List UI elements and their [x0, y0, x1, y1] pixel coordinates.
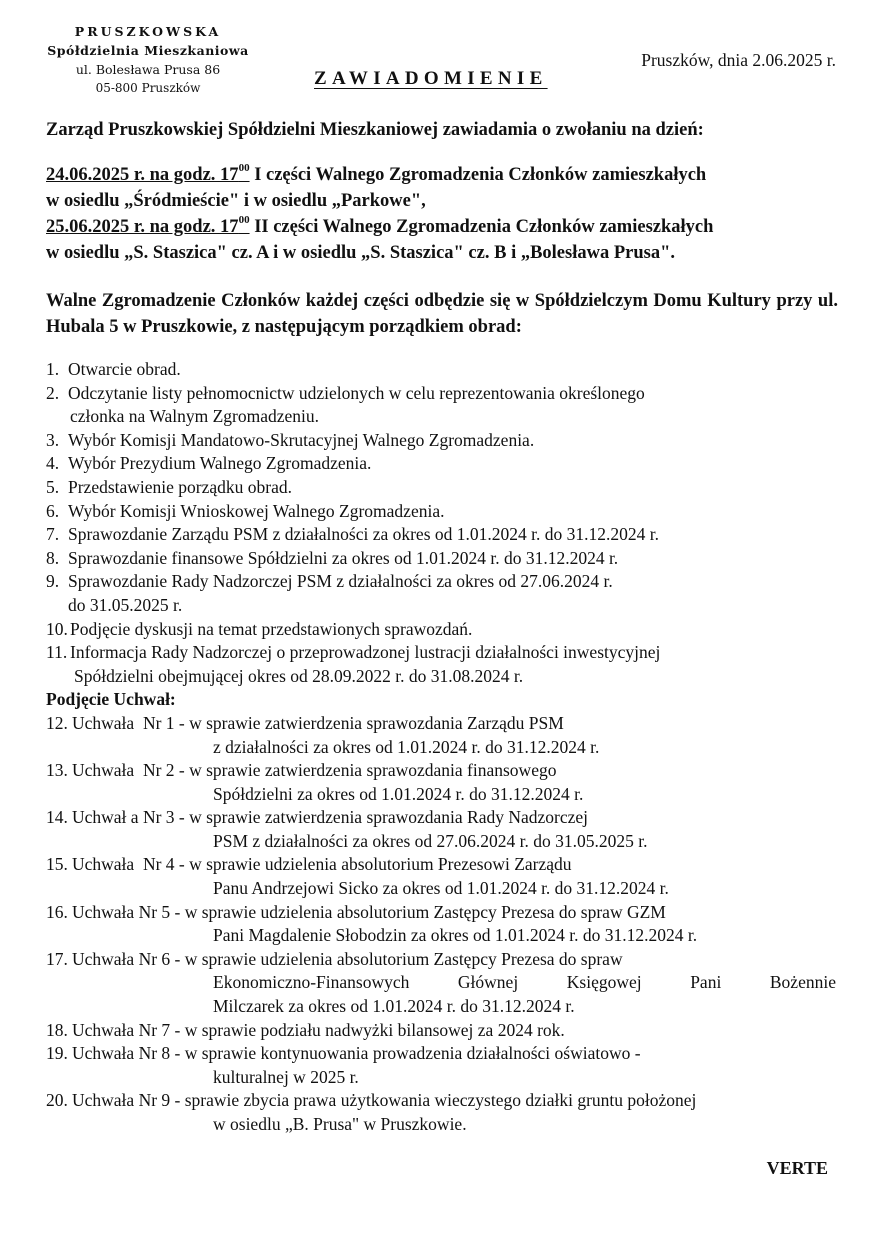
venue-paragraph: Walne Zgromadzenie Członków każdej części odbędzie się w Spółdzielczym Domu Kultury przy ul. Hubala 5 w Pruszkowie, z następującym porządkiem obrad: — [46, 291, 838, 337]
resolution-number: 15. — [46, 854, 68, 875]
resolution-text: w sprawie zatwierdzenia sprawozdania finansowego — [189, 760, 557, 781]
resolution-label: Uchwała Nr 9 - — [72, 1090, 185, 1111]
resolution-justified-line — [46, 971, 836, 995]
resolution-number: 17. — [46, 948, 68, 969]
resolution-first-line — [46, 712, 846, 736]
resolution-first-line — [46, 1019, 846, 1043]
agenda-item-text: Wybór Komisji Wnioskowej Walnego Zgromadzenia. — [68, 500, 445, 521]
resolution-first-line — [46, 806, 846, 830]
meeting-1-line-2: w osiedlu „Śródmieście" i w osiedlu „Parkowe", — [46, 191, 426, 211]
resolutions-heading: Podjęcie Uchwał: — [46, 689, 176, 710]
stamp-line-3: ul. Bolesława Prusa 86 — [75, 62, 221, 77]
resolution-word: Pani — [690, 972, 722, 993]
agenda-item-number: 5. — [46, 476, 60, 497]
resolution-number: 19. — [46, 1043, 68, 1064]
agenda-item-number: 9. — [46, 571, 60, 592]
agenda-item-text: Odczytanie listy pełnomocnictw udzielonych w celu reprezentowania określonego — [68, 382, 645, 403]
resolution-word: Ekonomiczno-Finansowych — [213, 972, 410, 993]
agenda-item-continuation: Spółdzielni obejmującej okres od 28.09.2022 r. do 31.08.2024 r. — [74, 665, 524, 686]
resolution-number: 20. — [46, 1090, 68, 1111]
resolution-continuation: Spółdzielni za okres od 1.01.2024 r. do 31.12.2024 r. — [213, 783, 584, 804]
resolution-word: Bożennie — [769, 972, 836, 993]
meeting-2-date: 25.06.2025 r. na godz. $17^{00}$ — [46, 213, 250, 237]
agenda-item — [46, 618, 846, 642]
resolution-number: 18. — [46, 1019, 68, 1040]
agenda-item-number: 7. — [46, 524, 60, 545]
resolution-text: w sprawie kontynuowania prowadzenia działalności oświatowo - — [184, 1043, 641, 1064]
resolution-text: w sprawie udzielenia absolutorium Zastępcy Prezesa do spraw — [184, 948, 623, 969]
resolution-label: Uchwała Nr 8 - — [72, 1043, 185, 1064]
resolution-text: w sprawie zatwierdzenia sprawozdania Rady Nadzorczej — [189, 807, 589, 828]
meeting-1-line-1: 24.06.2025 r. na godz. $17^{00}$ I części Walnego Zgromadzenia Członków zamieszkałych — [46, 161, 707, 185]
agenda-item — [46, 382, 846, 406]
resolution-number: 12. — [46, 712, 68, 733]
agenda-item-text: Przedstawienie porządku obrad. — [68, 476, 293, 497]
agenda-item-number: 10. — [46, 618, 68, 639]
agenda-item — [46, 358, 846, 382]
resolution-word: Księgowej — [566, 972, 642, 993]
agenda-item-continuation: do 31.05.2025 r. — [68, 594, 183, 615]
cooperative-stamp — [30, 22, 266, 98]
resolution-first-line — [46, 901, 846, 925]
meeting-schedule — [46, 162, 836, 266]
resolution-label: Uchwała Nr 4 - — [72, 854, 190, 875]
intro-paragraph: Zarząd Pruszkowskiej Spółdzielni Mieszkaniowej zawiadamia o zwołaniu na dzień: — [46, 120, 704, 140]
resolution-text: w sprawie udzielenia absolutorium Prezesowi Zarządu — [189, 854, 572, 875]
agenda-item — [46, 452, 846, 476]
agenda-item — [46, 476, 846, 500]
agenda-item — [46, 641, 846, 665]
agenda-item-continuation: członka na Walnym Zgromadzeniu. — [70, 406, 320, 427]
resolution-label: Uchwała Nr 1 - — [72, 712, 190, 733]
stamp-line-4: 05-800 Pruszków — [95, 81, 201, 95]
resolution-continuation: kulturalnej w 2025 r. — [213, 1066, 359, 1087]
resolution-text: w sprawie podziału nadwyżki bilansowej za 2024 rok. — [184, 1019, 565, 1040]
agenda-item-text: Sprawozdanie Rady Nadzorczej PSM z działalności za okres od 27.06.2024 r. — [68, 571, 613, 592]
agenda-item — [46, 570, 846, 594]
resolution-number: 14. — [46, 807, 68, 828]
resolution-text: w sprawie udzielenia absolutorium Zastępcy Prezesa do spraw GZM — [184, 901, 666, 922]
resolution-number: 13. — [46, 760, 68, 781]
agenda-item-text: Podjęcie dyskusji na temat przedstawionych sprawozdań. — [70, 618, 473, 639]
resolution-label: Uchwała Nr 2 - — [72, 760, 190, 781]
resolution-item — [46, 759, 846, 806]
agenda-item-text: Informacja Rady Nadzorczej o przeprowadzonej lustracji działalności inwestycyjnej — [70, 642, 661, 663]
meeting-1-date: 24.06.2025 r. na godz. $17^{00}$ — [46, 161, 250, 185]
stamp-line-2: Spółdzielnia Mieszkaniowa — [47, 43, 249, 58]
resolution-label: Uchwała Nr 7 - — [72, 1019, 185, 1040]
resolution-word: Głównej — [457, 972, 519, 993]
resolution-item — [46, 1019, 846, 1043]
resolution-first-line — [46, 1089, 846, 1113]
resolution-first-line — [46, 759, 846, 783]
agenda-item-number: 3. — [46, 429, 60, 450]
resolution-continuation: Milczarek za okres od 1.01.2024 r. do 31.12.2024 r. — [213, 996, 575, 1017]
resolution-continuation: z działalności za okres od 1.01.2024 r. do 31.12.2024 r. — [213, 736, 600, 757]
resolution-continuation: w osiedlu „B. Prusa" w Pruszkowie. — [213, 1114, 467, 1134]
document-date: Pruszków, dnia 2.06.2025 r. — [641, 50, 836, 70]
agenda-list — [46, 358, 846, 1137]
resolution-label: Uchwał a Nr 3 - — [72, 807, 190, 828]
agenda-item-number: 11. — [46, 642, 68, 663]
resolution-number: 16. — [46, 901, 68, 922]
agenda-item — [46, 500, 846, 524]
resolution-continuation: Pani Magdalenie Słobodzin za okres od 1.01.2024 r. do 31.12.2024 r. — [213, 925, 698, 946]
resolution-first-line — [46, 853, 846, 877]
meeting-2-line-1: 25.06.2025 r. na godz. $17^{00}$ II części Walnego Zgromadzenia Członków zamieszkałych — [46, 213, 714, 237]
resolution-label: Uchwała Nr 5 - — [72, 901, 185, 922]
resolution-text: sprawie zbycia prawa użytkowania wieczystego działki gruntu położonej — [184, 1090, 697, 1111]
agenda-item — [46, 547, 846, 571]
agenda-item-number: 1. — [46, 359, 60, 379]
resolution-first-line — [46, 1042, 846, 1066]
resolution-item — [46, 901, 846, 948]
agenda-item-text: Sprawozdanie finansowe Spółdzielni za okres od 1.01.2024 r. do 31.12.2024 r. — [68, 547, 619, 568]
verte-label: VERTE — [766, 1158, 828, 1178]
resolution-first-line — [46, 948, 846, 972]
agenda-item — [46, 523, 846, 547]
stamp-line-1: PRUSZKOWSKA — [74, 24, 222, 39]
resolution-item — [46, 853, 846, 900]
agenda-item-text: Wybór Prezydium Walnego Zgromadzenia. — [68, 453, 372, 474]
document-title: ZAWIADOMIENIE — [314, 68, 548, 89]
agenda-item-number: 6. — [46, 500, 60, 521]
agenda-item-number: 2. — [46, 382, 60, 403]
agenda-item-text: Sprawozdanie Zarządu PSM z działalności za okres od 1.01.2024 r. do 31.12.2024 r. — [68, 524, 659, 545]
agenda-item-number: 4. — [46, 453, 60, 474]
agenda-item-text: Otwarcie obrad. — [68, 359, 181, 379]
agenda-item-number: 8. — [46, 547, 60, 568]
resolution-item — [46, 948, 846, 1019]
meeting-2-line-2: w osiedlu „S. Staszica" cz. A i w osiedlu „S. Staszica" cz. B i „Bolesława Prusa". — [46, 243, 675, 263]
resolution-continuation: Panu Andrzejowi Sicko za okres od 1.01.2024 r. do 31.12.2024 r. — [213, 878, 669, 899]
agenda-item — [46, 429, 846, 453]
resolution-item — [46, 712, 846, 759]
resolution-item — [46, 1042, 846, 1089]
resolution-item — [46, 1089, 846, 1136]
resolution-item — [46, 806, 846, 853]
agenda-item-text: Wybór Komisji Mandatowo-Skrutacyjnej Walnego Zgromadzenia. — [68, 429, 535, 450]
resolution-text: w sprawie zatwierdzenia sprawozdania Zarządu PSM — [189, 712, 564, 733]
resolution-continuation: PSM z działalności za okres od 27.06.2024 r. do 31.05.2025 r. — [213, 830, 648, 851]
resolution-label: Uchwała Nr 6 - — [72, 948, 185, 969]
